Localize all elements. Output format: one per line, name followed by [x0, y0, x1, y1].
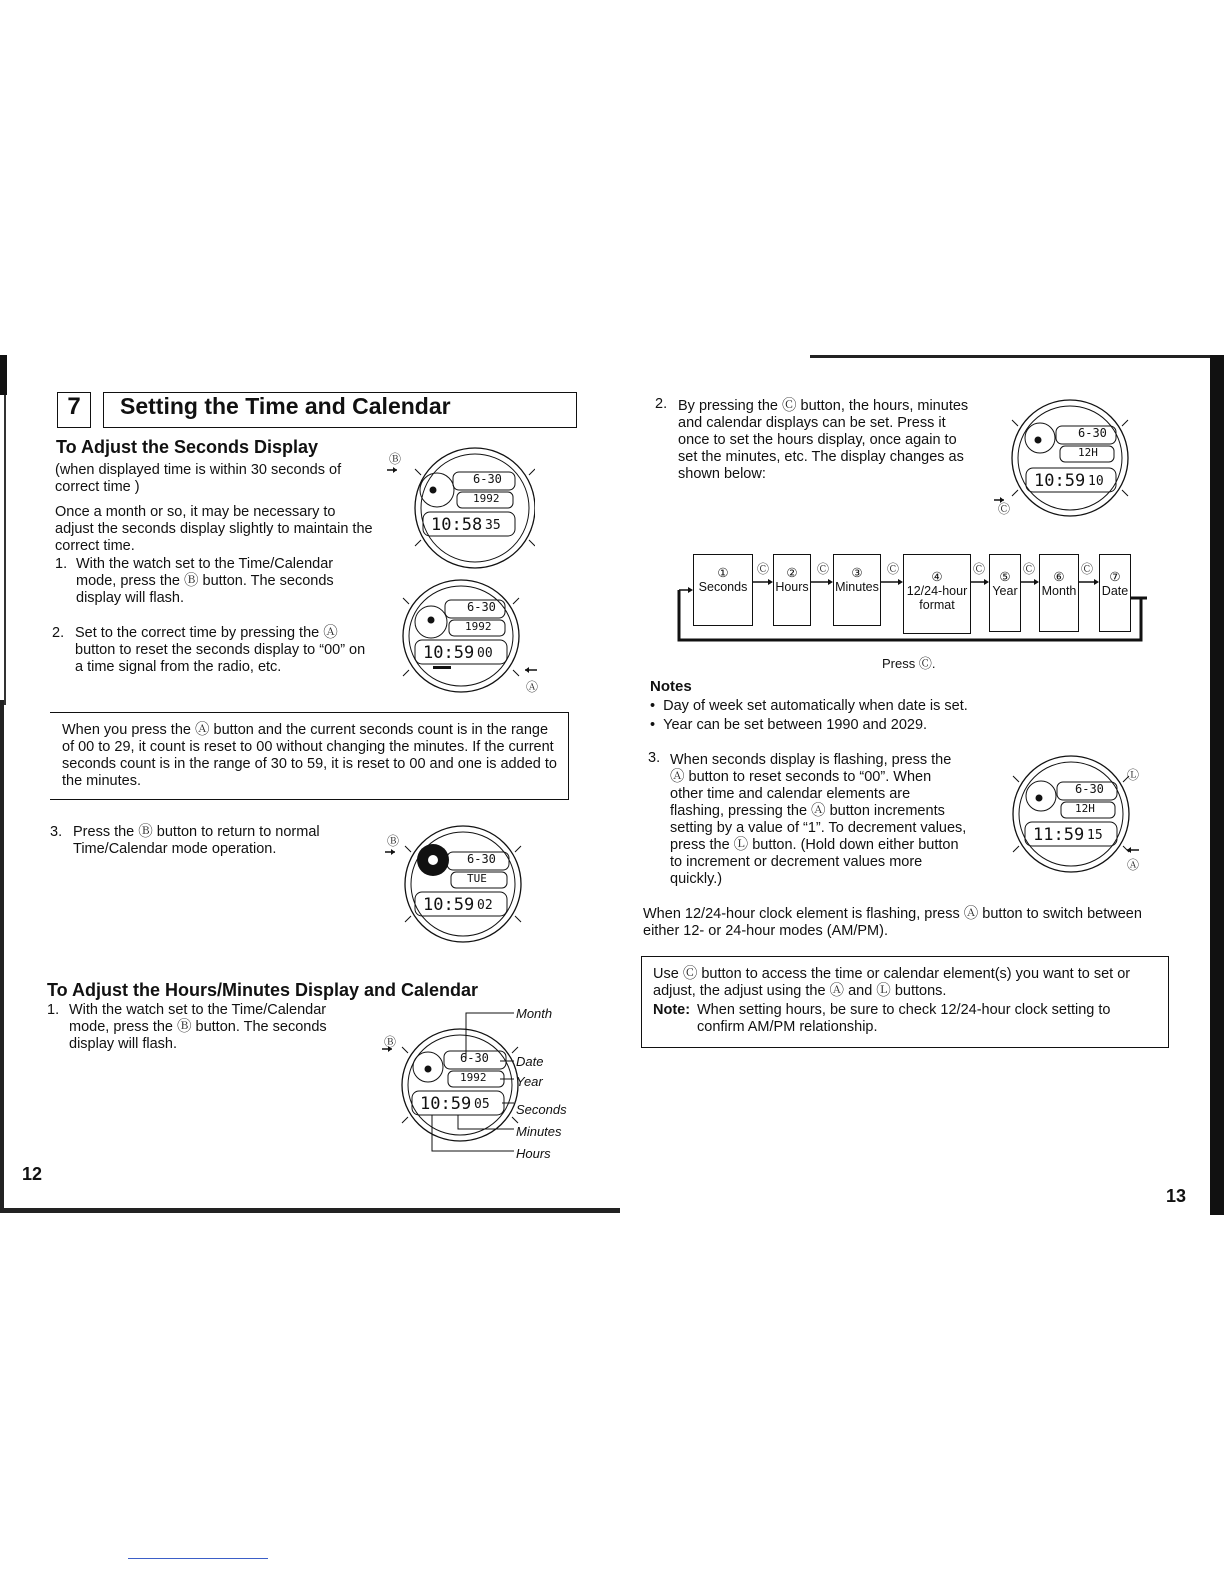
seq-number: ⑤ — [999, 570, 1011, 584]
sequence-diagram — [675, 550, 1150, 650]
step2-number: 2. — [52, 625, 65, 641]
watch-illustration-2 — [385, 578, 545, 698]
seq-12-24 — [903, 554, 971, 634]
seq-number: ⑥ — [1053, 570, 1065, 584]
seq-date — [1099, 554, 1131, 632]
ampm-text: When 12/24-hour clock element is flashing, press Ⓐ button to switch between either 12- or 24-hour modes (AM/PM). — [643, 906, 1142, 939]
watch-illustration-6 — [995, 752, 1155, 882]
seq-number: ① — [717, 566, 729, 580]
seq-label: Minutes — [835, 580, 879, 594]
watch-illustration-4 — [380, 1003, 580, 1168]
callout-hours: Hours — [516, 1146, 551, 1161]
lcd-time: 10:59 — [420, 1094, 472, 1114]
seq-number: ⑦ — [1109, 570, 1121, 584]
watch-illustration-1 — [385, 440, 535, 570]
button-b-label: Ⓑ — [384, 1035, 397, 1049]
seq-label: Month — [1041, 584, 1077, 598]
lcd-seconds: 10 — [1088, 474, 1104, 489]
lcd-time: 10:59 — [423, 895, 475, 915]
page-number-right: 13 — [1166, 1186, 1187, 1206]
seconds-intro: Once a month or so, it may be necessary to adjust the seconds display slightly to maintain the correct time. — [55, 504, 373, 554]
bottom-rule-left — [0, 1208, 620, 1213]
right-box-note-label: Note: — [653, 1002, 691, 1018]
button-c-label: Ⓒ — [998, 502, 1011, 516]
seq-label: 12/24-hour format — [906, 584, 968, 612]
heading-seconds: To Adjust the Seconds Display — [56, 437, 319, 457]
r-step3-text: When seconds display is flashing, press the Ⓐ button to reset seconds to “00”. When other time and calendar elements are flashing, pressing the Ⓐ button increments setting by a value of “1”. To decrement values, press the Ⓛ button. (Hold down either button to increment or decrement values more quickly.) — [670, 752, 967, 887]
seq-seconds — [693, 554, 753, 626]
lcd-day: TUE — [467, 872, 487, 885]
r-step2-text: By pressing the Ⓒ button, the hours, minutes and calendar displays can be set. Press it once to set the hours display, once again to set the minutes, etc. The display changes as shown below: — [678, 398, 969, 482]
step2-text: Set to the correct time by pressing the Ⓐ button to reset the seconds display to “00” on a time signal from the radio, etc. — [75, 625, 366, 675]
seq-number: ④ — [931, 570, 943, 584]
note-text: Day of week set automatically when date is set. — [663, 698, 968, 714]
lcd-seconds: 05 — [474, 1097, 490, 1112]
seq-label: Date — [1101, 584, 1129, 598]
callout-seconds: Seconds — [516, 1102, 567, 1117]
step3-text: Press the Ⓑ button to return to normal Time/Calendar mode operation. — [73, 824, 320, 857]
seq-c-button: Ⓒ — [973, 562, 986, 576]
callout-date: Date — [516, 1054, 544, 1069]
seq-c-button: Ⓒ — [1023, 562, 1036, 576]
lcd-time: 11:59 — [1033, 825, 1085, 845]
press-c-caption: Press Ⓒ. — [882, 656, 936, 671]
button-l-label: Ⓛ — [1127, 768, 1140, 782]
seq-c-button: Ⓒ — [757, 562, 770, 576]
r-step2-number: 2. — [655, 396, 668, 412]
callout-minutes: Minutes — [516, 1124, 562, 1139]
seq-year — [989, 554, 1021, 632]
seconds-condition: (when displayed time is within 30 seconds of correct time ) — [55, 462, 342, 495]
button-b-label: Ⓑ — [389, 452, 402, 466]
right-box-note: When setting hours, be sure to check 12/24-hour clock setting to confirm AM/PM relationship. — [697, 1002, 1111, 1035]
lcd-date: 6-30 — [467, 852, 496, 866]
lcd-seconds: 35 — [485, 518, 501, 533]
scan-edge-left-thin — [4, 395, 6, 705]
right-box-text: Use Ⓒ button to access the time or calendar element(s) you want to set or adjust, the adjust using the Ⓐ and Ⓛ buttons. — [653, 966, 1131, 999]
seq-label: Year — [992, 584, 1018, 598]
section-title: Setting the Time and Calendar — [120, 393, 451, 419]
seq-c-button: Ⓒ — [887, 562, 900, 576]
heading-hours: To Adjust the Hours/Minutes Display and Calendar — [47, 980, 479, 1000]
lcd-seconds: 02 — [477, 898, 493, 913]
callout-month: Month — [516, 1006, 553, 1021]
seq-c-button: Ⓒ — [1081, 562, 1094, 576]
top-rule-right — [810, 355, 1210, 358]
lcd-year: 1992 — [465, 620, 492, 633]
note-bullet-1: • Day of week set automatically when date is set. — [650, 698, 968, 714]
seq-number: ② — [786, 566, 798, 580]
lcd-seconds: 00 — [477, 646, 493, 661]
scan-edge-right — [1210, 355, 1224, 1215]
seq-c-button: Ⓒ — [817, 562, 830, 576]
lcd-date: 6-30 — [1078, 426, 1107, 440]
watch-illustration-5 — [990, 398, 1140, 523]
scan-edge-left — [0, 355, 7, 395]
note-box-text: When you press the Ⓐ button and the current seconds count is in the range of 00 to 29, it count is reset to 00 without changing the minutes. If the current seconds count is in the range of 30 to 59, it is reset to 00 and one is added to the minutes. — [62, 722, 557, 789]
button-a-label: Ⓐ — [526, 680, 539, 694]
seq-minutes — [833, 554, 881, 626]
scan-edge-left-lower — [0, 700, 4, 1210]
seq-label: Seconds — [698, 580, 748, 594]
note-text: Year can be set between 1990 and 2029. — [663, 717, 928, 733]
button-a-label: Ⓐ — [1127, 858, 1140, 872]
lcd-time: 10:59 — [423, 643, 475, 663]
lcd-12h: 12H — [1078, 446, 1098, 459]
lcd-date: 6-30 — [473, 472, 502, 486]
seq-number: ③ — [851, 566, 863, 580]
step1-text: With the watch set to the Time/Calendar mode, press the Ⓑ button. The seconds display will flash. — [76, 556, 334, 606]
r-step3-number: 3. — [648, 750, 661, 766]
lcd-date: 6-30 — [467, 600, 496, 614]
lcd-time: 10:59 — [1034, 471, 1086, 491]
hstep1-number: 1. — [47, 1002, 60, 1018]
step1-number: 1. — [55, 556, 68, 572]
hstep1-text: With the watch set to the Time/Calendar mode, press the Ⓑ button. The seconds display will flash. — [69, 1002, 327, 1052]
lcd-seconds: 15 — [1087, 828, 1103, 843]
button-b-label: Ⓑ — [387, 834, 400, 848]
note-bullet-2: • Year can be set between 1990 and 2029. — [650, 717, 928, 733]
seq-hours — [773, 554, 811, 626]
lcd-12h: 12H — [1075, 802, 1095, 815]
lcd-year: 1992 — [473, 492, 500, 505]
page-number-left: 12 — [22, 1164, 43, 1184]
seq-label: Hours — [775, 580, 809, 594]
step3-number: 3. — [50, 824, 63, 840]
notes-title: Notes — [650, 678, 692, 695]
callout-year: Year — [516, 1074, 543, 1089]
section-number: 7 — [67, 393, 81, 420]
lcd-date: 6-30 — [1075, 782, 1104, 796]
seq-month — [1039, 554, 1079, 632]
lcd-date: 6-30 — [460, 1051, 489, 1065]
blue-underline — [128, 1558, 268, 1559]
lcd-time: 10:58 — [431, 515, 483, 535]
lcd-year: 1992 — [460, 1071, 487, 1084]
watch-illustration-3 — [383, 818, 533, 948]
